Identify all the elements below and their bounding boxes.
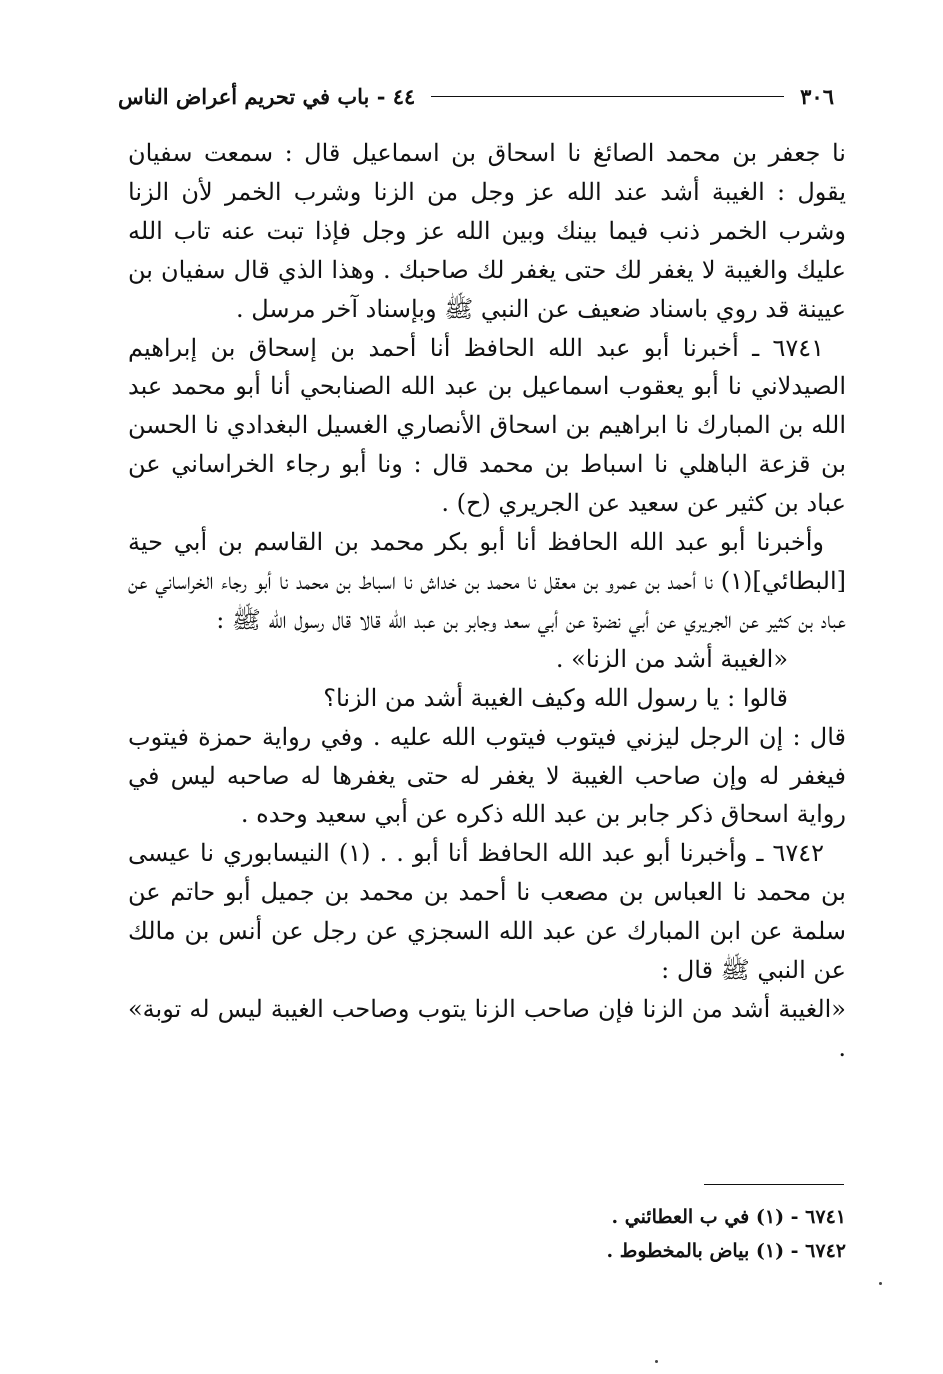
paragraph-hadith-6741: ٦٧٤١ ـ أخبرنا أبو عبد الله الحافظ أنا أحمد بن إسحاق بن إبراهيم الصيدلاني نا أبو يعقوب اسماعيل بن عبد الله الصنابحي أنا أبو محمد عبد الله بن المبارك نا ابراهيم بن اسحاق الأنصاري الغسيل البغدادي نا الحسن بن قزعة الباهلي نا اسباط بن محمد قال : ونا أبو رجاء الخراساني عن عباد بن كثير عن سعيد عن الجريري (ح) . [128,333,846,518]
footnote-6742: ٦٧٤٢ - (١) بياض بالمخطوط . [606,1240,846,1262]
paragraph-sufyan: نا جعفر بن محمد الصائغ نا اسحاق بن اسماعيل قال : سمعت سفيان يقول : الغيبة أشد عند الله عز وجل من الزنا وشرب الخمر لأن الزنا وشرب الخمر ذنب فيما بينك وبين الله عز وجل فإذا تبت عنه تاب الله عليك والغيبة لا يغفر لك حتى يغفر لك صاحبك . وهذا الذي قال سفيان بن عيينة قد روي باسناد ضعيف عن النبي ﷺ وبإسناد آخر مرسل . [128,139,846,323]
running-header [118,80,834,112]
main-text [128,134,846,1068]
header-rule [431,96,784,97]
page-number: ٣٠٦ [800,83,834,109]
footnote-separator [704,1184,844,1185]
quote-companions-question: قالوا : يا رسول الله وكيف الغيبة أشد من الزنا؟ [323,683,788,712]
quote-final: «الغيبة أشد من الزنا فإن صاحب الزنا يتوب وصاحب الغيبة ليس له توبة» . [128,994,846,1062]
scan-speck [879,1282,882,1285]
footnotes [300,1200,846,1268]
paragraph-prophet-answer: قال : إن الرجل ليزني فيتوب فيتوب الله عليه . وفي رواية حمزة فيتوب فيغفر له وإن صاحب الغيبة لا يغفر له حتى يغفرها له صاحبه ليس في رواية اسحاق ذكر جابر بن عبد الله ذكره عن أبي سعيد وحده . [128,722,847,829]
footnote-6741: ٦٧٤١ - (١) في ب العطائني . [611,1206,846,1228]
paragraph-hadith-6742: ٦٧٤٢ ـ وأخبرنا أبو عبد الله الحافظ أنا أبو . . (١) النيسابوري نا عيسى بن محمد نا العباس بن مصعب نا أحمد بن محمد بن جميل أبو حاتم عن سلمة عن ابن المبارك عن عبد الله السجزي عن رجل عن أنس بن مالك عن النبي ﷺ قال : [128,839,846,985]
paragraph-second-chain: وأخبرنا أبو عبد الله الحافظ أنا أبو بكر محمد بن القاسم بن أبي حية [البطائي](١) نا أحمد بن عمرو بن معقل نا محمد بن خداش نا اسباط بن محمد نا أبو رجاء الخراساني عن عباد بن كثير عن الجريري عن أبي نضرة عن أبي سعد وجابر بن عبد الله قالا قال رسول الله ﷺ : [128,528,846,634]
quote-ghiba: «الغيبة أشد من الزنا» . [555,644,788,673]
running-title: ٤٤ - باب في تحريم أعراض الناس [118,83,416,109]
scan-speck [655,1360,658,1363]
